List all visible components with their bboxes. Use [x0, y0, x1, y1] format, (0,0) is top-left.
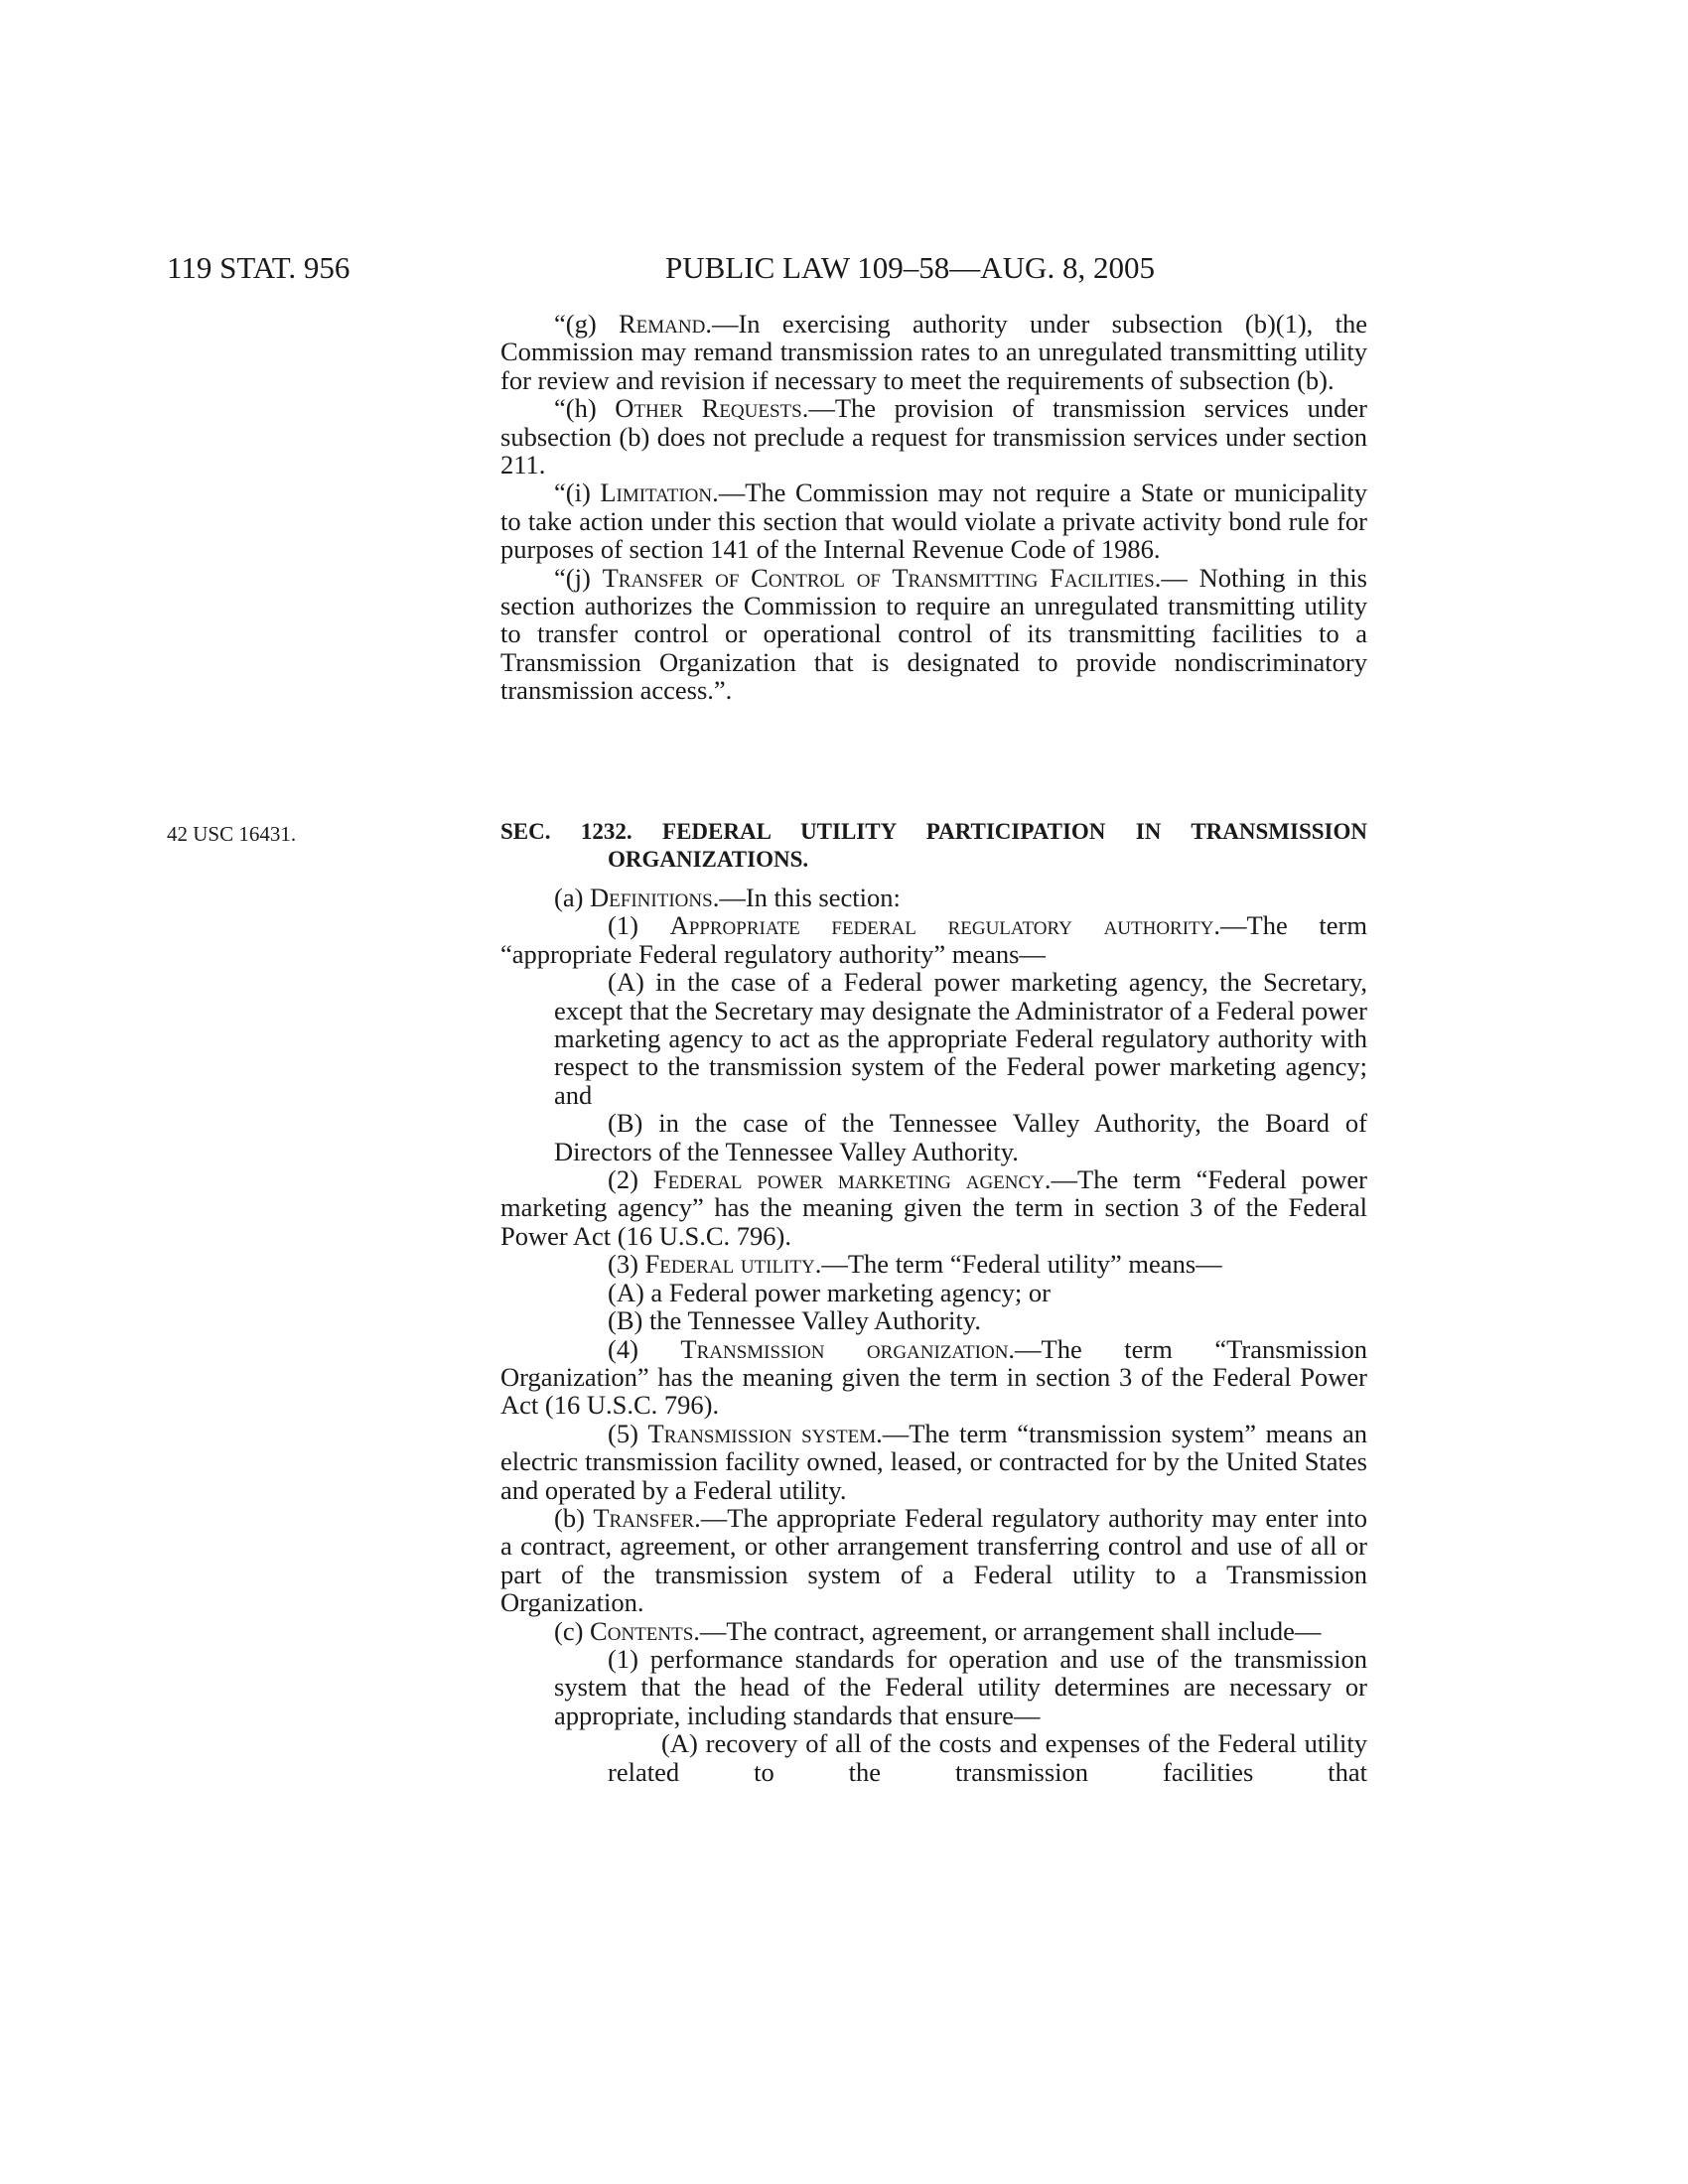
section-heading-line-2: ORGANIZATIONS. [608, 847, 809, 872]
stat-page-number: 119 STAT. 956 [167, 250, 351, 285]
subparagraph-a3-B: (B) the Tennessee Valley Authority. [608, 1305, 981, 1336]
subsection-a-heading: Definitions [590, 883, 713, 912]
subsection-g: “(g) Remand.—In exercising authority under subsection (b)(1), the Commission may remand transmission rates to an unregulated transmitting utility for review and revision if necessary to meet the requirements of subsection (b). [500, 309, 1367, 395]
public-law-title: PUBLIC LAW 109–58—AUG. 8, 2005 [665, 250, 1155, 285]
subsection-c: (c) Contents.—The contract, agreement, or arrangement shall include— [554, 1615, 1322, 1646]
continued-section-text [500, 310, 1367, 705]
paragraph-a5-heading: Transmission system [647, 1418, 877, 1448]
margin-note: 42 USC 16431. [167, 822, 297, 846]
subsection-b-heading: Transfer [593, 1502, 695, 1533]
subsection-h: “(h) Other Requests.—The provision of transmission services under subsection (b) does not preclude a request for transmission services under section 211. [500, 393, 1367, 480]
subsection-h-heading: Other Requests [615, 393, 802, 424]
subsection-a: (a) Definitions.—In this section: [554, 883, 901, 912]
paragraph-a5: (5) Transmission system.—The term “transmission system” means an electric transmission facility owned, leased, or contracted for by the United States and operated by a Federal utility. [500, 1418, 1367, 1505]
subsection-j: “(j) Transfer of Control of Transmitting Facilities.— Nothing in this section authorizes the Commission to require an unregulated transmitting utility to transfer control or operational control of its transmitting facilities to a Transmission Organization that is designated to provide nondiscriminatory transmission access.”. [500, 562, 1367, 706]
paragraph-a2-heading: Federal power marketing agency [652, 1164, 1045, 1195]
subsection-j-heading: Transfer of Control of Transmitting Facilities [602, 562, 1155, 593]
paragraph-a2: (2) Federal power marketing agency.—The term “Federal power marketing agency” has the meaning given the term in section 3 of the Federal Power Act (16 U.S.C. 796). [500, 1164, 1367, 1251]
subparagraph-a1-A: (A) in the case of a Federal power marketing agency, the Secretary, except that the Secretary may designate the Administrator of a Federal power marketing agency to act as the appropriate Federal regulatory authority with respect to the transmission system of the Federal power marketing agency; and [554, 967, 1367, 1110]
paragraph-a1-heading: Appropriate federal regulatory authority [669, 910, 1214, 941]
paragraph-a4: (4) Transmission organization.—The term “Transmission Organization” has the meaning given the term in section 3 of the Federal Power Act (16 U.S.C. 796). [500, 1333, 1367, 1421]
running-header [0, 248, 1688, 288]
paragraph-a3-heading: Federal utility [644, 1249, 815, 1280]
paragraph-c1: (1) performance standards for operation and use of the transmission system that the head of the Federal utility determines are necessary or appropriate, including standards that ensure— [554, 1643, 1367, 1730]
section-1232-text [500, 884, 1367, 1786]
subsection-i: “(i) Limitation.—The Commission may not require a State or municipality to take action under this section that would violate a private activity bond rule for purposes of section 141 of the Internal Revenue Code of 1986. [500, 478, 1367, 565]
subparagraph-c1-A: (A) recovery of all of the costs and expenses of the Federal utility related to the transmission facilities that [608, 1728, 1367, 1787]
subsection-b: (b) Transfer.—The appropriate Federal regulatory authority may enter into a contract, agreement, or other arrangement transferring control and use of all or part of the transmission system of a Federal utility to a Transmission Organization. [500, 1502, 1367, 1618]
subsection-i-heading: Limitation [600, 478, 713, 508]
paragraph-a1: (1) Appropriate federal regulatory authority.—The term “appropriate Federal regulatory authority” means— [500, 910, 1367, 969]
paragraph-a3: (3) Federal utility.—The term “Federal utility” means— [608, 1249, 1222, 1280]
section-heading-line-1: SEC. 1232. FEDERAL UTILITY PARTICIPATION IN TRANSMISSION [500, 819, 1367, 844]
subparagraph-a1-B: (B) in the case of the Tennessee Valley Authority, the Board of Directors of the Tennessee Valley Authority. [554, 1108, 1367, 1166]
section-heading [500, 818, 1367, 874]
paragraph-a4-heading: Transmission organization [680, 1333, 1009, 1364]
subsection-g-heading: Remand [618, 309, 706, 339]
subsection-c-heading: Contents [590, 1615, 694, 1646]
subparagraph-a3-A: (A) a Federal power marketing agency; or [608, 1277, 1051, 1307]
